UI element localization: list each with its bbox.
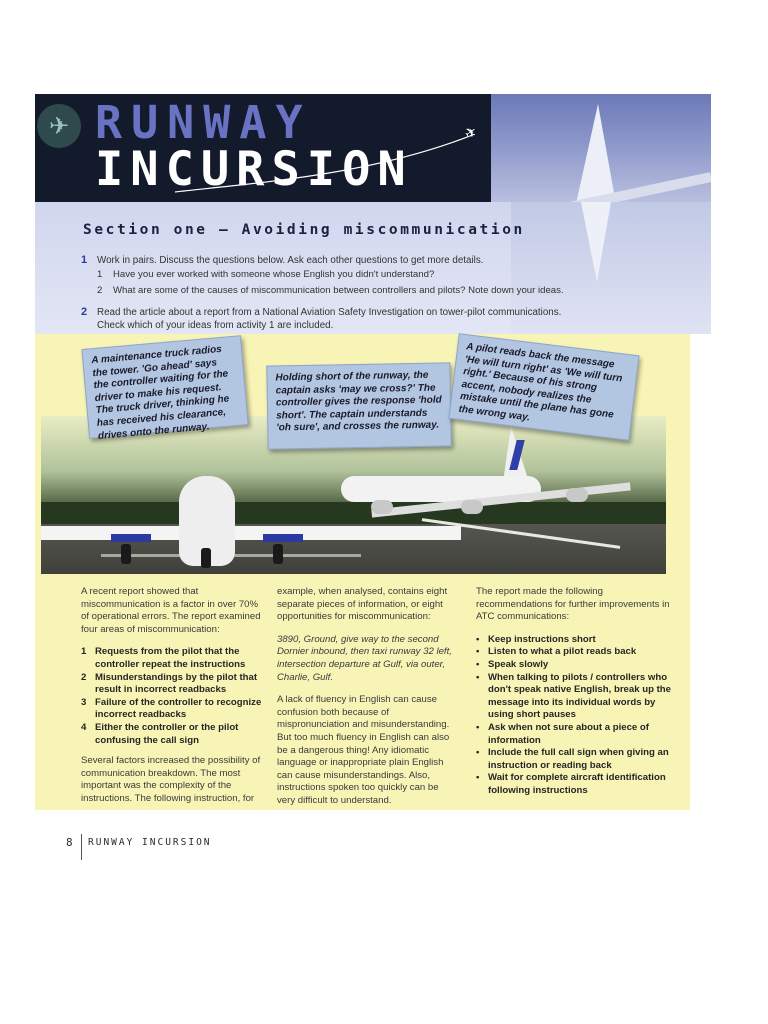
small-plane-icon: ✈	[461, 122, 480, 143]
caption-readback: A pilot reads back the message 'He will turn right' as 'We will turn right.' Because of his strong accent, nobody realizes the mistake until the plane has gone the wrong way.	[448, 333, 639, 441]
recommendations-list	[476, 634, 672, 798]
tail-reflection-image	[581, 202, 611, 282]
activity-number: 1	[81, 254, 88, 266]
activity-text: Work in pairs. Discuss the questions below. Ask each other questions to get more details.	[97, 255, 484, 266]
title-line-2: INCURSION	[95, 142, 413, 197]
article-column-2	[277, 586, 457, 818]
sky-photo	[491, 94, 711, 202]
caption-hold-short: Holding short of the runway, the captain asks 'may we cross?' The controller gives the response 'hold short'. The captain understands 'oh sure', and crosses the runway.	[266, 362, 451, 449]
list-item: • Listen to what a pilot reads back	[476, 646, 637, 658]
activity-number: 2	[81, 306, 88, 318]
miscommunication-areas	[81, 646, 266, 747]
article-panel	[35, 334, 690, 810]
activity-text: Read the article about a report from a National Aviation Safety Investigation on tower-pilot communications.	[97, 307, 562, 318]
page-number: 8	[66, 836, 73, 849]
question-2: 2 What are some of the causes of miscommunication between controllers and pilots? Note down your ideas.	[97, 285, 564, 296]
list-item: • Keep instructions short	[476, 633, 596, 645]
list-item: 1 Requests from the pilot that the controller repeat the instructions	[81, 646, 246, 670]
list-item: • Include the full call sign when giving an instruction or reading back	[476, 747, 669, 771]
article-column-1	[81, 586, 266, 816]
list-item: • Ask when not sure about a piece of information	[476, 721, 649, 746]
tree-line	[41, 502, 666, 524]
airplane-icon: ✈	[37, 104, 81, 148]
list-item: 2 Misunderstandings by the pilot that result in incorrect readbacks	[81, 671, 258, 696]
title-line-1: RUNWAY	[95, 96, 312, 149]
paragraph: The report made the following recommendations for further improvements in ATC communications:	[476, 586, 670, 623]
paragraph: A lack of fluency in English can cause confusion both because of mispronunciation and misunderstanding. But too much fluency in English can also be a dangerous thing! Any idiomatic language or inappropriate plain English can cause misunderstandings. Also, instructions spoken too quickly can be very difficult to understand.	[277, 694, 450, 806]
paragraph: Several factors increased the possibility of communication breakdown. The most important was the complexity of the instructions. The following instruction, for	[81, 755, 261, 804]
list-item: • Wait for complete aircraft identification following instructions	[476, 772, 666, 796]
list-item: • Speak slowly	[476, 658, 549, 670]
example-instruction: 3890, Ground, give way to the second Dornier inbound, then taxi runway 32 left, intersection departure at Gulf, via outer, Charlie, Gulf.	[277, 633, 452, 683]
question-1: 1 Have you ever worked with someone whose English you didn't understand?	[97, 269, 435, 280]
section-title: Section one – Avoiding miscommunication	[83, 222, 525, 238]
footer-divider	[81, 834, 82, 860]
caption-truck: A maintenance truck radios the tower. 'Go ahead' says the controller waiting for the driver to make his request. The truck driver, thinking he has received his clearance, drives onto the runway.	[81, 335, 248, 439]
article-column-3	[476, 586, 672, 798]
paragraph: A recent report showed that miscommunication is a factor in over 70% of operational errors. The report examined four areas of miscommunication:	[81, 586, 261, 635]
list-item: 4 Either the controller or the pilot confusing the call sign	[81, 721, 239, 746]
paragraph: example, when analysed, contains eight separate pieces of information, or eight opportunities for miscommunication:	[277, 586, 448, 623]
footer-label: RUNWAY INCURSION	[88, 837, 212, 848]
list-item: 3 Failure of the controller to recognize incorrect readbacks	[81, 696, 262, 721]
header-banner	[35, 94, 711, 202]
prop-plane-wing	[41, 526, 461, 540]
section-panel: Section one – Avoiding miscommunication 1 Work in pairs. Discuss the questions below. Ask each other questions to get more details. 1 Have you ever worked with someone whose English you didn't understand? 2 What are some of the causes of miscommunication between controllers and pilots? Note down your ideas. 2 Read the article about a report from a National Aviation Safety Investigation on tower-pilot communications. Check which of your ideas from activity 1 are included.	[35, 202, 711, 334]
list-item: • When talking to pilots / controllers who don't speak native English, break up the message into its individual words by using short pauses	[476, 671, 672, 721]
aircraft-wing-image	[524, 172, 711, 202]
aircraft-tail-image	[576, 104, 616, 202]
